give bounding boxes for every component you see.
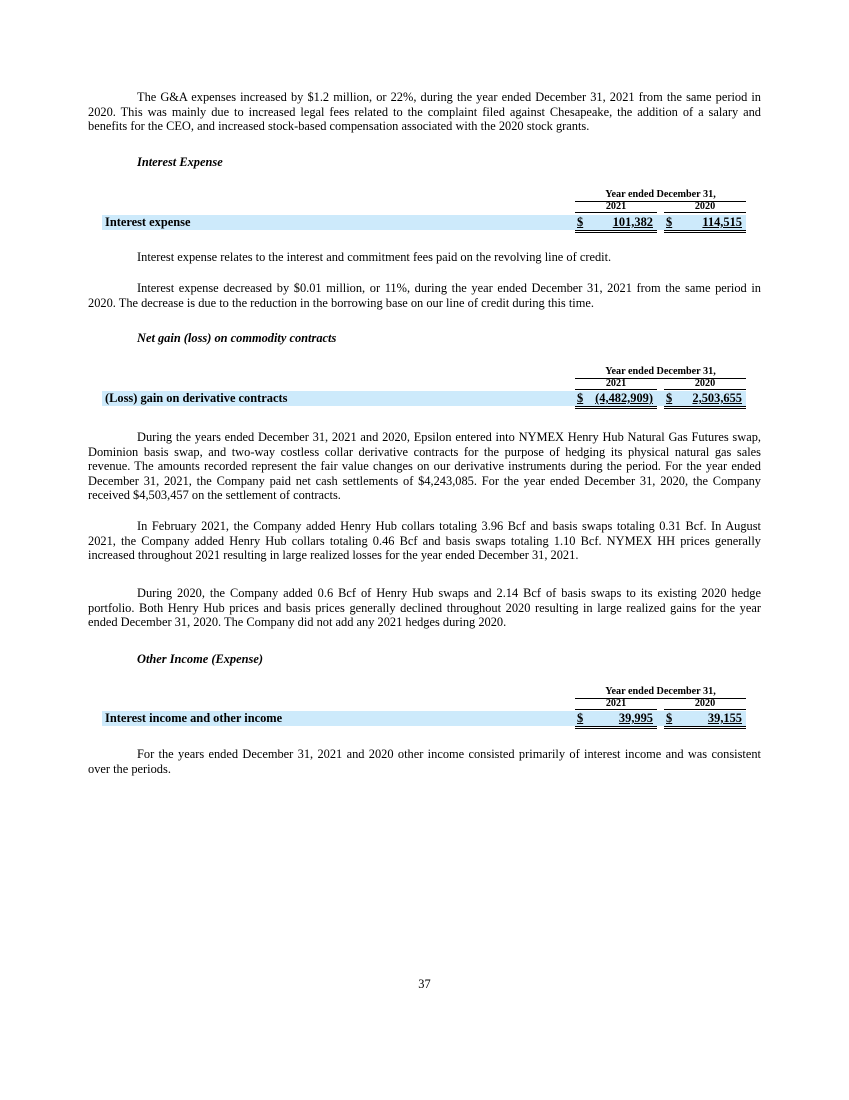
column-header-2020: 2020 xyxy=(664,201,746,213)
amount: (4,482,909) xyxy=(595,391,653,405)
interest-paragraph-1: Interest expense relates to the interest and commitment fees paid on the revolving line of credit. xyxy=(137,250,612,264)
value-2020 xyxy=(664,711,746,729)
currency-symbol: $ xyxy=(666,215,673,229)
ga-paragraph: The G&A expenses increased by $1.2 million, or 22%, during the year ended December 31, 2021 from the same period in 2020. This was mainly due to increased legal fees related to the complaint filed against Chesapeake, the addition of a salary and benefits for the CEO, and increased stock-based compensation associated with the 2020 stock grants. xyxy=(88,90,761,134)
page-number: 37 xyxy=(418,977,431,991)
commodity-paragraph-2: In February 2021, the Company added Henry Hub collars totaling 3.96 Bcf and basis swaps totaling 0.31 Bcf. In August 2021, the Company added Henry Hub collars totaling 0.46 Bcf and basis swaps totaling 1.10 Bcf. NYMEX HH prices generally increased throughout 2021 resulting in large realized losses for the year ended December 31, 2021. xyxy=(88,519,761,563)
commodity-paragraph-1: During the years ended December 31, 2021 and 2020, Epsilon entered into NYMEX Henry Hub Natural Gas Futures swap, Dominion basis swap, and two-way costless collar derivative contracts for the purpose of hedging its physical natural gas sales revenue. The amounts recorded represent the fair value changes on our derivative instruments during the period. For the year ended December 31, 2021, the Company paid net cash settlements of $4,243,085. For the year ended December 31, 2020, the Company received $4,503,457 on the settlement of contracts. xyxy=(88,430,761,503)
column-header-2021: 2021 xyxy=(575,378,657,390)
column-header-2020: 2020 xyxy=(664,698,746,710)
value-2021 xyxy=(575,391,657,409)
column-header-2021: 2021 xyxy=(575,201,657,213)
commodity-paragraph-3: During 2020, the Company added 0.6 Bcf of Henry Hub swaps and 2.14 Bcf of basis swaps to its existing 2020 hedge portfolio. Both Henry Hub prices and basis prices generally declined throughout 2020 resulting in large realized gains for the year ended December 31, 2020. The Company did not add any 2021 hedges during 2020. xyxy=(88,586,761,630)
other-income-heading: Other Income (Expense) xyxy=(137,652,263,666)
value-2020 xyxy=(664,391,746,409)
currency-symbol: $ xyxy=(666,711,673,725)
amount: 114,515 xyxy=(702,215,742,229)
amount: 39,995 xyxy=(618,711,653,725)
column-header-2021: 2021 xyxy=(575,698,657,710)
value-2021 xyxy=(575,215,657,233)
interest-expense-heading: Interest Expense xyxy=(137,155,223,169)
interest-paragraph-2: Interest expense decreased by $0.01 million, or 11%, during the year ended December 31, 2021 from the same period in 2020. The decrease is due to the reduction in the borrowing base on our line of credit during this time. xyxy=(88,281,761,310)
value-2021 xyxy=(575,711,657,729)
currency-symbol: $ xyxy=(577,711,584,725)
row-label: (Loss) gain on derivative contracts xyxy=(105,391,288,405)
currency-symbol: $ xyxy=(577,391,584,405)
value-2020 xyxy=(664,215,746,233)
table-header: Year ended December 31, xyxy=(575,366,746,379)
commodity-contracts-heading: Net gain (loss) on commodity contracts xyxy=(137,331,337,345)
amount: 101,382 xyxy=(612,215,653,229)
column-header-2020: 2020 xyxy=(664,378,746,390)
currency-symbol: $ xyxy=(577,215,584,229)
currency-symbol: $ xyxy=(666,391,673,405)
amount: 39,155 xyxy=(707,711,742,725)
table-header: Year ended December 31, xyxy=(575,189,746,202)
row-label: Interest income and other income xyxy=(105,711,283,725)
row-label: Interest expense xyxy=(105,215,191,229)
other-income-paragraph: For the years ended December 31, 2021 and 2020 other income consisted primarily of interest income and was consistent over the periods. xyxy=(88,747,761,776)
table-header: Year ended December 31, xyxy=(575,686,746,699)
amount: 2,503,655 xyxy=(692,391,742,405)
